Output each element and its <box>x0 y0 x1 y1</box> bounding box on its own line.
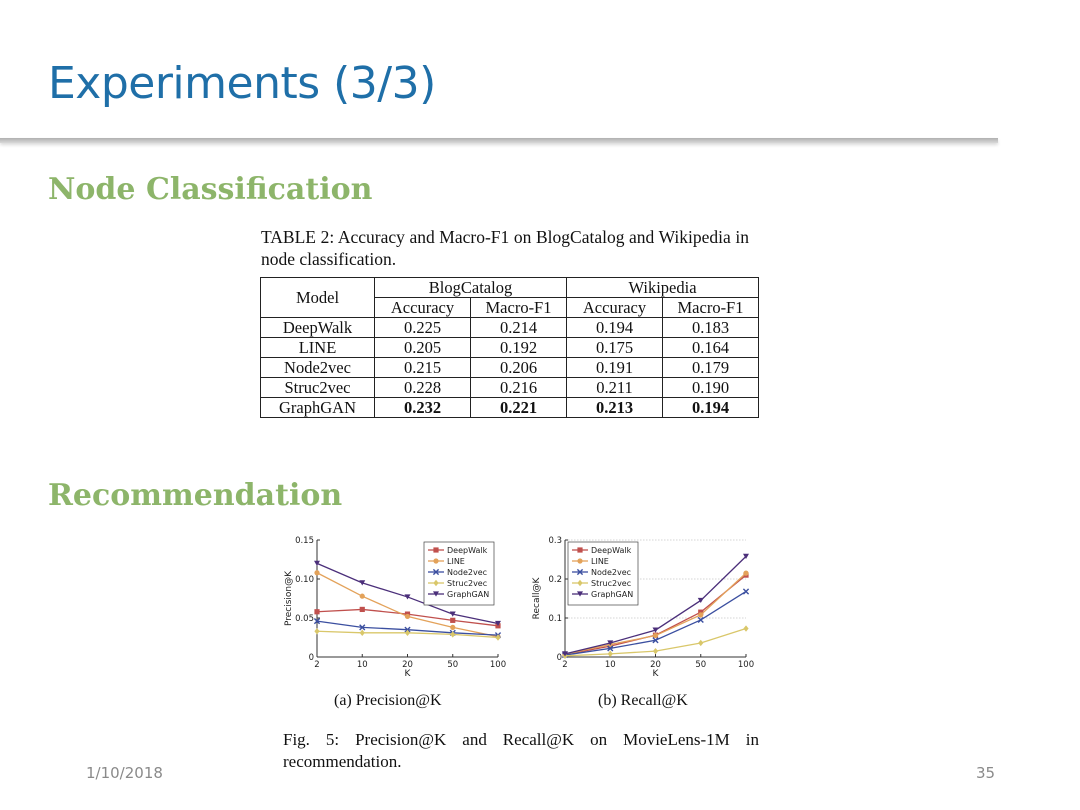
cell-value: 0.215 <box>375 358 471 378</box>
subcaption-recall: (b) Recall@K <box>598 692 688 709</box>
x-tick-label: 50 <box>695 660 707 670</box>
data-point <box>698 612 703 617</box>
legend-label: Node2vec <box>447 568 488 577</box>
data-point <box>743 571 748 576</box>
x-tick-label: 20 <box>402 660 413 670</box>
cell-value: 0.164 <box>663 338 759 358</box>
legend-marker <box>577 558 582 563</box>
legend <box>568 542 638 605</box>
cell-model: DeepWalk <box>261 318 375 338</box>
y-tick-label: 0.2 <box>548 575 562 585</box>
y-axis-label: Recall@K <box>532 577 542 620</box>
data-point <box>314 561 320 566</box>
cell-value: 0.228 <box>375 378 471 398</box>
table-caption: TABLE 2: Accuracy and Macro-F1 on BlogCatalog and Wikipedia in node classification. <box>261 227 749 269</box>
y-axis-label: Precision@K <box>284 570 294 627</box>
cell-model: GraphGAN <box>261 398 375 418</box>
x-axis-label: K <box>404 669 411 679</box>
y-tick-label: 0.15 <box>295 536 314 546</box>
table-row-best <box>261 398 759 418</box>
table-row <box>261 318 759 338</box>
y-tick-label: 0.10 <box>295 575 314 585</box>
header-metric: Macro-F1 <box>471 298 567 318</box>
x-tick-label: 2 <box>314 660 320 670</box>
cell-value: 0.216 <box>471 378 567 398</box>
x-tick-label: 10 <box>356 660 368 670</box>
legend-label: GraphGAN <box>447 590 490 599</box>
data-point <box>360 607 365 612</box>
y-tick-label: 0 <box>308 653 314 663</box>
cell-value: 0.175 <box>567 338 663 358</box>
legend-label: Node2vec <box>591 568 632 577</box>
data-point <box>314 628 319 634</box>
cell-value-best: 0.221 <box>471 398 567 418</box>
data-point <box>608 651 613 657</box>
figure-caption: Fig. 5: Precision@K and Recall@K on MovieLens-1M in recommendation. <box>283 730 759 771</box>
data-point <box>450 618 455 623</box>
legend-label: Struc2vec <box>591 579 632 588</box>
cell-value: 0.206 <box>471 358 567 378</box>
section-heading-node-classification: Node Classification <box>48 172 373 207</box>
header-metric: Macro-F1 <box>663 298 759 318</box>
cell-value: 0.225 <box>375 318 471 338</box>
cell-model: LINE <box>261 338 375 358</box>
y-tick-label: 0 <box>556 653 562 663</box>
table-row <box>261 358 759 378</box>
table-row <box>261 378 759 398</box>
x-tick-label: 10 <box>604 660 616 670</box>
precision-at-k-chart <box>280 530 510 685</box>
cell-value: 0.211 <box>567 378 663 398</box>
legend-label: LINE <box>591 557 609 566</box>
legend-marker <box>433 547 438 552</box>
data-point <box>653 648 658 654</box>
cell-value: 0.194 <box>567 318 663 338</box>
cell-value: 0.183 <box>663 318 759 338</box>
legend-label: LINE <box>447 557 465 566</box>
header-model: Model <box>261 278 375 318</box>
legend <box>424 542 494 605</box>
legend-marker <box>577 547 582 552</box>
data-point <box>360 630 365 636</box>
legend-label: Struc2vec <box>447 579 488 588</box>
cell-value: 0.190 <box>663 378 759 398</box>
legend-marker <box>433 558 438 563</box>
title-divider <box>0 138 998 143</box>
y-tick-label: 0.3 <box>548 536 562 546</box>
data-point <box>314 609 319 614</box>
cell-value: 0.192 <box>471 338 567 358</box>
header-group-blogcatalog: BlogCatalog <box>375 278 567 298</box>
x-tick-label: 2 <box>562 660 568 670</box>
cell-value: 0.191 <box>567 358 663 378</box>
legend-label: DeepWalk <box>447 546 488 555</box>
x-tick-label: 20 <box>650 660 661 670</box>
x-tick-label: 100 <box>489 660 507 670</box>
legend-label: GraphGAN <box>591 590 634 599</box>
cell-model: Struc2vec <box>261 378 375 398</box>
data-point <box>314 570 319 575</box>
legend-label: DeepWalk <box>591 546 632 555</box>
results-table <box>260 277 759 418</box>
cell-value-best: 0.194 <box>663 398 759 418</box>
header-metric: Accuracy <box>375 298 471 318</box>
cell-value-best: 0.232 <box>375 398 471 418</box>
data-point <box>450 625 455 630</box>
x-axis-label: K <box>652 669 659 679</box>
x-tick-label: 100 <box>737 660 755 670</box>
cell-model: Node2vec <box>261 358 375 378</box>
slide-date: 1/10/2018 <box>86 764 163 782</box>
slide-title: Experiments (3/3) <box>48 58 436 109</box>
cell-value: 0.179 <box>663 358 759 378</box>
data-point <box>360 594 365 599</box>
slide-page-number: 35 <box>976 764 996 782</box>
y-tick-label: 0.1 <box>548 614 562 624</box>
cell-value: 0.205 <box>375 338 471 358</box>
data-point <box>405 614 410 619</box>
x-tick-label: 50 <box>447 660 459 670</box>
subcaption-precision: (a) Precision@K <box>334 692 442 709</box>
recall-at-k-chart <box>528 530 758 685</box>
data-point <box>743 589 748 594</box>
data-point <box>743 625 748 631</box>
data-point <box>653 633 658 638</box>
header-group-wikipedia: Wikipedia <box>567 278 759 298</box>
cell-value-best: 0.213 <box>567 398 663 418</box>
y-tick-label: 0.05 <box>295 614 314 624</box>
section-heading-recommendation: Recommendation <box>48 478 343 513</box>
table-row <box>261 338 759 358</box>
cell-value: 0.214 <box>471 318 567 338</box>
header-metric: Accuracy <box>567 298 663 318</box>
data-point <box>698 640 703 646</box>
